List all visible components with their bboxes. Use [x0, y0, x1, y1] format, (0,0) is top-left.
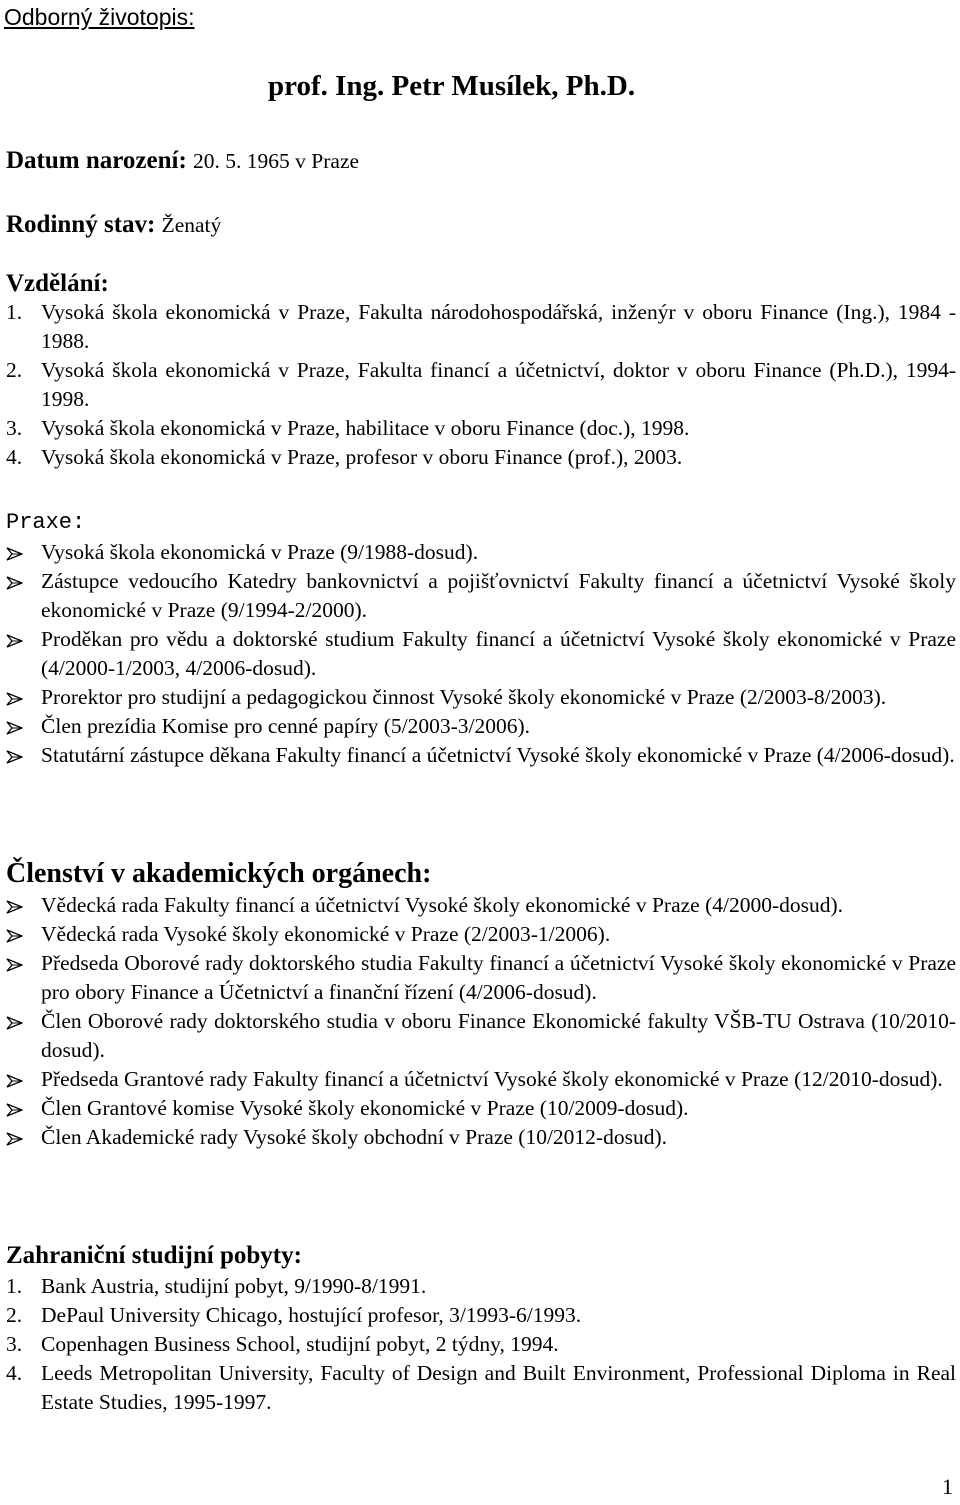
marital-value: Ženatý	[161, 213, 222, 237]
list-item	[6, 741, 956, 770]
item-number: 3.	[6, 416, 23, 440]
list-item	[6, 625, 956, 683]
membership-list	[6, 891, 956, 1152]
education-title: Vzdělání:	[6, 270, 109, 297]
practice-title: Praxe:	[6, 510, 86, 535]
list-item	[6, 1301, 956, 1330]
item-text: Leeds Metropolitan University, Faculty of Design and Built Environment, Professional Diploma in Real Estate Studies, 1995-1997.	[41, 1361, 956, 1414]
list-item	[6, 1272, 956, 1301]
list-item	[6, 683, 956, 712]
item-text: Zástupce vedoucího Katedry bankovnictví a pojišťovnictví Fakulty financí a účetnictví Vysoké školy ekonomické v Praze (9/1994-2/2000).	[41, 569, 956, 622]
practice-list	[6, 538, 956, 770]
item-text: Člen Oborové rady doktorského studia v oboru Finance Ekonomické fakulty VŠB-TU Ostrava (10/2010-dosud).	[41, 1009, 956, 1062]
list-item	[6, 891, 956, 920]
arrow-bullet-icon	[6, 1074, 23, 1088]
item-text: Vysoká škola ekonomická v Praze, Fakulta financí a účetnictví, doktor v oboru Finance (Ph.D.), 1994-1998.	[41, 358, 956, 411]
abroad-title: Zahraniční studijní pobyty:	[6, 1242, 302, 1269]
item-text: Prorektor pro studijní a pedagogickou činnost Vysoké školy ekonomické v Praze (2/2003-8/2003).	[41, 685, 887, 709]
list-item	[6, 949, 956, 1007]
item-number: 4.	[6, 445, 23, 469]
birth-label: Datum narození:	[6, 147, 187, 174]
abroad-list	[6, 1272, 956, 1417]
arrow-bullet-icon	[6, 634, 23, 648]
arrow-bullet-icon	[6, 750, 23, 764]
item-text: Proděkan pro vědu a doktorské studium Fakulty financí a účetnictví Vysoké školy ekonomické v Praze (4/2000-1/2003, 4/2006-dosud).	[41, 627, 956, 680]
arrow-bullet-icon	[6, 1103, 23, 1117]
list-item	[6, 1359, 956, 1417]
list-item	[6, 1065, 956, 1094]
item-text: Předseda Grantové rady Fakulty financí a účetnictví Vysoké školy ekonomické v Praze (12/2010-dosud).	[41, 1067, 943, 1091]
list-item	[6, 1094, 956, 1123]
list-item	[6, 1007, 956, 1065]
person-name: prof. Ing. Petr Musílek, Ph.D.	[268, 70, 636, 102]
item-number: 4.	[6, 1361, 23, 1385]
item-number: 3.	[6, 1332, 23, 1356]
marital-label: Rodinný stav:	[6, 211, 156, 238]
arrow-bullet-icon	[6, 958, 23, 972]
list-item	[6, 1123, 956, 1152]
arrow-bullet-icon	[6, 692, 23, 706]
arrow-bullet-icon	[6, 721, 23, 735]
item-number: 1.	[6, 1274, 23, 1298]
item-text: Vysoká škola ekonomická v Praze, Fakulta národohospodářská, inženýr v oboru Finance (Ing.), 1984 - 1988.	[41, 300, 956, 353]
item-text: Statutární zástupce děkana Fakulty financí a účetnictví Vysoké školy ekonomické v Praze (4/2006-dosud).	[41, 743, 955, 767]
item-number: 1.	[6, 300, 23, 324]
list-item	[6, 443, 956, 472]
item-text: Vysoká škola ekonomická v Praze (9/1988-dosud).	[41, 540, 479, 564]
item-text: Vysoká škola ekonomická v Praze, habilitace v oboru Finance (doc.), 1998.	[41, 416, 690, 440]
item-text: Bank Austria, studijní pobyt, 9/1990-8/1991.	[41, 1274, 427, 1298]
list-item	[6, 538, 956, 567]
list-item	[6, 712, 956, 741]
marital-row	[6, 209, 221, 241]
arrow-bullet-icon	[6, 1016, 23, 1030]
birth-value: 20. 5. 1965 v Praze	[193, 149, 360, 173]
birth-row	[6, 145, 359, 177]
arrow-bullet-icon	[6, 576, 23, 590]
item-text: Předseda Oborové rady doktorského studia Fakulty financí a účetnictví Vysoké školy ekonomické v Praze pro obory Finance a Účetnictví a finanční řízení (4/2006-dosud).	[41, 951, 956, 1004]
education-list	[6, 298, 956, 472]
list-item	[6, 567, 956, 625]
item-text: Vysoká škola ekonomická v Praze, profesor v oboru Finance (prof.), 2003.	[41, 445, 683, 469]
arrow-bullet-icon	[6, 900, 23, 914]
list-item	[6, 1330, 956, 1359]
list-item	[6, 414, 956, 443]
list-item	[6, 356, 956, 414]
document-header: Odborný životopis:	[4, 4, 195, 30]
item-text: Vědecká rada Vysoké školy ekonomické v Praze (2/2003-1/2006).	[41, 922, 611, 946]
item-text: Vědecká rada Fakulty financí a účetnictví Vysoké školy ekonomické v Praze (4/2000-dosud).	[41, 893, 844, 917]
list-item	[6, 920, 956, 949]
arrow-bullet-icon	[6, 547, 23, 561]
item-text: Člen prezídia Komise pro cenné papíry (5/2003-3/2006).	[41, 714, 530, 738]
item-text: Copenhagen Business School, studijní pobyt, 2 týdny, 1994.	[41, 1332, 559, 1356]
arrow-bullet-icon	[6, 1132, 23, 1146]
list-item	[6, 298, 956, 356]
item-number: 2.	[6, 358, 23, 382]
item-text: Člen Akademické rady Vysoké školy obchodní v Praze (10/2012-dosud).	[41, 1125, 667, 1149]
membership-title: Členství v akademických orgánech:	[6, 858, 432, 889]
item-number: 2.	[6, 1303, 23, 1327]
item-text: DePaul University Chicago, hostující profesor, 3/1993-6/1993.	[41, 1303, 582, 1327]
arrow-bullet-icon	[6, 929, 23, 943]
page-number: 1	[942, 1474, 953, 1499]
item-text: Člen Grantové komise Vysoké školy ekonomické v Praze (10/2009-dosud).	[41, 1096, 689, 1120]
